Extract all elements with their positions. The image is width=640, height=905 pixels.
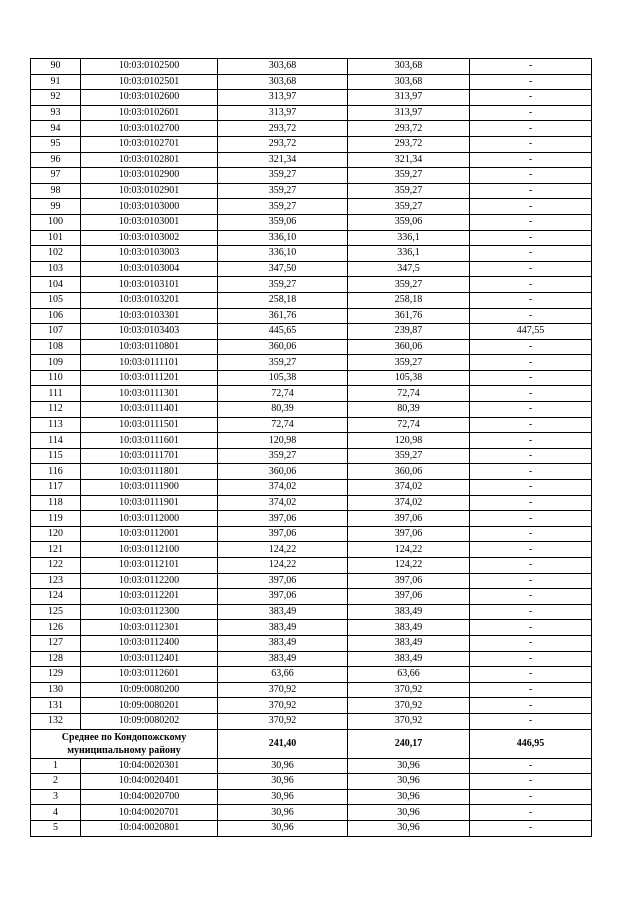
cadastral-number-cell: 10:03:0111601 (81, 433, 218, 449)
value-3-cell: - (470, 214, 592, 230)
cadastral-number-cell: 10:03:0112201 (81, 589, 218, 605)
table-body-top (31, 59, 592, 730)
row-number-cell: 92 (31, 90, 81, 106)
cadastral-value-table (30, 58, 592, 837)
value-3-cell: - (470, 573, 592, 589)
value-3-cell: - (470, 805, 592, 821)
value-1-cell: 360,06 (218, 339, 348, 355)
row-number-cell: 129 (31, 667, 81, 683)
value-2-cell: 359,27 (348, 355, 470, 371)
value-2-cell: 383,49 (348, 604, 470, 620)
value-1-cell: 360,06 (218, 464, 348, 480)
cadastral-number-cell: 10:03:0112400 (81, 635, 218, 651)
value-2-cell: 359,06 (348, 214, 470, 230)
value-2-cell: 360,06 (348, 339, 470, 355)
row-number-cell: 123 (31, 573, 81, 589)
cadastral-number-cell: 10:03:0111501 (81, 417, 218, 433)
row-number-cell: 105 (31, 292, 81, 308)
value-1-cell: 72,74 (218, 386, 348, 402)
table-row (31, 277, 592, 293)
value-1-cell: 370,92 (218, 682, 348, 698)
table-row (31, 230, 592, 246)
cadastral-number-cell: 10:03:0112101 (81, 558, 218, 574)
row-number-cell: 3 (31, 789, 81, 805)
value-1-cell: 359,27 (218, 277, 348, 293)
value-2-cell: 303,68 (348, 59, 470, 75)
value-1-cell: 30,96 (218, 774, 348, 790)
table-row (31, 820, 592, 836)
row-number-cell: 99 (31, 199, 81, 215)
value-3-cell: - (470, 59, 592, 75)
cadastral-number-cell: 10:03:0112100 (81, 542, 218, 558)
cadastral-number-cell: 10:09:0080202 (81, 713, 218, 729)
table-row (31, 698, 592, 714)
value-1-cell: 374,02 (218, 495, 348, 511)
value-2-cell: 80,39 (348, 402, 470, 418)
table-row (31, 651, 592, 667)
cadastral-number-cell: 10:03:0102500 (81, 59, 218, 75)
value-3-cell: - (470, 480, 592, 496)
value-1-cell: 359,27 (218, 199, 348, 215)
table-row (31, 789, 592, 805)
table-row (31, 495, 592, 511)
cadastral-number-cell: 10:03:0111101 (81, 355, 218, 371)
value-2-cell: 336,1 (348, 230, 470, 246)
value-3-cell: - (470, 261, 592, 277)
value-3-cell: - (470, 433, 592, 449)
summary-value-1: 241,40 (218, 729, 348, 758)
value-1-cell: 30,96 (218, 789, 348, 805)
value-3-cell: - (470, 651, 592, 667)
cadastral-number-cell: 10:03:0110801 (81, 339, 218, 355)
table-row (31, 292, 592, 308)
value-1-cell: 258,18 (218, 292, 348, 308)
table-row (31, 558, 592, 574)
value-1-cell: 397,06 (218, 573, 348, 589)
value-1-cell: 313,97 (218, 105, 348, 121)
table-row (31, 59, 592, 75)
value-3-cell: - (470, 713, 592, 729)
value-2-cell: 370,92 (348, 698, 470, 714)
row-number-cell: 113 (31, 417, 81, 433)
row-number-cell: 130 (31, 682, 81, 698)
value-3-cell: - (470, 417, 592, 433)
table-row (31, 74, 592, 90)
value-1-cell: 293,72 (218, 121, 348, 137)
value-1-cell: 361,76 (218, 308, 348, 324)
cadastral-number-cell: 10:03:0112001 (81, 526, 218, 542)
table-row (31, 805, 592, 821)
value-2-cell: 359,27 (348, 168, 470, 184)
value-1-cell: 293,72 (218, 136, 348, 152)
value-3-cell: - (470, 682, 592, 698)
value-1-cell: 383,49 (218, 620, 348, 636)
value-3-cell: - (470, 386, 592, 402)
value-2-cell: 303,68 (348, 74, 470, 90)
summary-row (31, 729, 592, 758)
value-3-cell: - (470, 820, 592, 836)
row-number-cell: 112 (31, 402, 81, 418)
value-3-cell: - (470, 789, 592, 805)
cadastral-number-cell: 10:03:0103301 (81, 308, 218, 324)
table-row (31, 774, 592, 790)
cadastral-number-cell: 10:03:0112000 (81, 511, 218, 527)
value-3-cell: - (470, 635, 592, 651)
value-2-cell: 359,27 (348, 277, 470, 293)
cadastral-number-cell: 10:03:0103002 (81, 230, 218, 246)
value-1-cell: 383,49 (218, 635, 348, 651)
cadastral-number-cell: 10:03:0112200 (81, 573, 218, 589)
value-1-cell: 370,92 (218, 698, 348, 714)
value-1-cell: 359,06 (218, 214, 348, 230)
value-3-cell: - (470, 168, 592, 184)
value-3-cell: - (470, 402, 592, 418)
value-2-cell: 397,06 (348, 511, 470, 527)
row-number-cell: 91 (31, 74, 81, 90)
table-row (31, 261, 592, 277)
value-3-cell: - (470, 246, 592, 262)
value-3-cell: - (470, 339, 592, 355)
value-2-cell: 124,22 (348, 542, 470, 558)
row-number-cell: 125 (31, 604, 81, 620)
row-number-cell: 117 (31, 480, 81, 496)
cadastral-number-cell: 10:03:0112401 (81, 651, 218, 667)
cadastral-number-cell: 10:03:0102501 (81, 74, 218, 90)
table-row (31, 324, 592, 340)
value-2-cell: 313,97 (348, 105, 470, 121)
value-2-cell: 370,92 (348, 682, 470, 698)
table-row (31, 573, 592, 589)
table-row (31, 308, 592, 324)
value-3-cell: - (470, 526, 592, 542)
value-2-cell: 397,06 (348, 573, 470, 589)
cadastral-number-cell: 10:03:0102801 (81, 152, 218, 168)
value-2-cell: 105,38 (348, 370, 470, 386)
table-row (31, 339, 592, 355)
summary-label: Среднее по Кондопожскому муниципальному району (31, 729, 218, 758)
value-1-cell: 397,06 (218, 589, 348, 605)
table-row (31, 214, 592, 230)
row-number-cell: 110 (31, 370, 81, 386)
table-row (31, 105, 592, 121)
value-2-cell: 359,27 (348, 199, 470, 215)
value-3-cell: - (470, 277, 592, 293)
table-row (31, 667, 592, 683)
cadastral-number-cell: 10:03:0102601 (81, 105, 218, 121)
value-1-cell: 383,49 (218, 604, 348, 620)
value-3-cell: - (470, 355, 592, 371)
value-3-cell: - (470, 370, 592, 386)
row-number-cell: 2 (31, 774, 81, 790)
value-2-cell: 30,96 (348, 805, 470, 821)
cadastral-number-cell: 10:03:0102901 (81, 183, 218, 199)
table-row (31, 604, 592, 620)
value-2-cell: 120,98 (348, 433, 470, 449)
row-number-cell: 1 (31, 758, 81, 774)
row-number-cell: 128 (31, 651, 81, 667)
value-2-cell: 258,18 (348, 292, 470, 308)
value-3-cell: - (470, 292, 592, 308)
cadastral-number-cell: 10:03:0103403 (81, 324, 218, 340)
value-1-cell: 397,06 (218, 526, 348, 542)
table-row (31, 136, 592, 152)
value-3-cell: - (470, 230, 592, 246)
cadastral-number-cell: 10:03:0103003 (81, 246, 218, 262)
value-1-cell: 445,65 (218, 324, 348, 340)
value-1-cell: 303,68 (218, 59, 348, 75)
cadastral-number-cell: 10:03:0102701 (81, 136, 218, 152)
row-number-cell: 98 (31, 183, 81, 199)
table-row (31, 758, 592, 774)
table-row (31, 464, 592, 480)
value-2-cell: 361,76 (348, 308, 470, 324)
cadastral-number-cell: 10:03:0103000 (81, 199, 218, 215)
cadastral-number-cell: 10:03:0111301 (81, 386, 218, 402)
value-2-cell: 397,06 (348, 589, 470, 605)
row-number-cell: 107 (31, 324, 81, 340)
value-1-cell: 120,98 (218, 433, 348, 449)
cadastral-number-cell: 10:09:0080201 (81, 698, 218, 714)
value-3-cell: - (470, 495, 592, 511)
row-number-cell: 106 (31, 308, 81, 324)
value-2-cell: 293,72 (348, 121, 470, 137)
row-number-cell: 108 (31, 339, 81, 355)
value-3-cell: - (470, 90, 592, 106)
row-number-cell: 102 (31, 246, 81, 262)
value-2-cell: 397,06 (348, 526, 470, 542)
value-2-cell: 336,1 (348, 246, 470, 262)
value-2-cell: 239,87 (348, 324, 470, 340)
value-2-cell: 293,72 (348, 136, 470, 152)
value-2-cell: 72,74 (348, 417, 470, 433)
cadastral-number-cell: 10:03:0111801 (81, 464, 218, 480)
cadastral-number-cell: 10:03:0102600 (81, 90, 218, 106)
row-number-cell: 95 (31, 136, 81, 152)
value-1-cell: 72,74 (218, 417, 348, 433)
value-1-cell: 321,34 (218, 152, 348, 168)
table-row (31, 542, 592, 558)
value-2-cell: 347,5 (348, 261, 470, 277)
row-number-cell: 132 (31, 713, 81, 729)
table-row (31, 199, 592, 215)
value-2-cell: 383,49 (348, 651, 470, 667)
value-3-cell: - (470, 152, 592, 168)
value-3-cell: - (470, 308, 592, 324)
cadastral-number-cell: 10:03:0102700 (81, 121, 218, 137)
row-number-cell: 111 (31, 386, 81, 402)
value-3-cell: - (470, 105, 592, 121)
value-1-cell: 347,50 (218, 261, 348, 277)
value-2-cell: 72,74 (348, 386, 470, 402)
value-1-cell: 30,96 (218, 805, 348, 821)
value-3-cell: 447,55 (470, 324, 592, 340)
cadastral-number-cell: 10:03:0111900 (81, 480, 218, 496)
value-1-cell: 313,97 (218, 90, 348, 106)
row-number-cell: 109 (31, 355, 81, 371)
summary-value-2: 240,17 (348, 729, 470, 758)
value-2-cell: 313,97 (348, 90, 470, 106)
row-number-cell: 124 (31, 589, 81, 605)
row-number-cell: 114 (31, 433, 81, 449)
value-2-cell: 360,06 (348, 464, 470, 480)
value-2-cell: 374,02 (348, 495, 470, 511)
value-2-cell: 383,49 (348, 635, 470, 651)
table-row (31, 635, 592, 651)
value-2-cell: 359,27 (348, 183, 470, 199)
value-1-cell: 336,10 (218, 230, 348, 246)
cadastral-number-cell: 10:04:0020801 (81, 820, 218, 836)
row-number-cell: 104 (31, 277, 81, 293)
value-1-cell: 374,02 (218, 480, 348, 496)
value-3-cell: - (470, 511, 592, 527)
value-2-cell: 370,92 (348, 713, 470, 729)
table-row (31, 620, 592, 636)
value-1-cell: 359,27 (218, 355, 348, 371)
cadastral-number-cell: 10:03:0103001 (81, 214, 218, 230)
cadastral-number-cell: 10:04:0020700 (81, 789, 218, 805)
table-row (31, 682, 592, 698)
row-number-cell: 101 (31, 230, 81, 246)
value-3-cell: - (470, 74, 592, 90)
value-1-cell: 63,66 (218, 667, 348, 683)
value-1-cell: 383,49 (218, 651, 348, 667)
table-row (31, 183, 592, 199)
table-body-bottom (31, 758, 592, 836)
value-1-cell: 105,38 (218, 370, 348, 386)
value-1-cell: 30,96 (218, 820, 348, 836)
cadastral-number-cell: 10:04:0020701 (81, 805, 218, 821)
row-number-cell: 131 (31, 698, 81, 714)
cadastral-number-cell: 10:09:0080200 (81, 682, 218, 698)
value-3-cell: - (470, 464, 592, 480)
table-row (31, 152, 592, 168)
value-1-cell: 397,06 (218, 511, 348, 527)
row-number-cell: 5 (31, 820, 81, 836)
row-number-cell: 93 (31, 105, 81, 121)
value-1-cell: 370,92 (218, 713, 348, 729)
cadastral-number-cell: 10:03:0111201 (81, 370, 218, 386)
row-number-cell: 127 (31, 635, 81, 651)
table-row (31, 168, 592, 184)
cadastral-number-cell: 10:03:0111901 (81, 495, 218, 511)
table-summary-section (31, 729, 592, 758)
value-1-cell: 124,22 (218, 558, 348, 574)
row-number-cell: 118 (31, 495, 81, 511)
cadastral-number-cell: 10:03:0102900 (81, 168, 218, 184)
row-number-cell: 115 (31, 448, 81, 464)
value-2-cell: 30,96 (348, 789, 470, 805)
table-row (31, 433, 592, 449)
value-1-cell: 30,96 (218, 758, 348, 774)
table-row (31, 370, 592, 386)
value-3-cell: - (470, 121, 592, 137)
table-row (31, 448, 592, 464)
value-2-cell: 124,22 (348, 558, 470, 574)
table-row (31, 713, 592, 729)
table-row (31, 355, 592, 371)
value-1-cell: 359,27 (218, 448, 348, 464)
value-3-cell: - (470, 448, 592, 464)
row-number-cell: 121 (31, 542, 81, 558)
value-3-cell: - (470, 698, 592, 714)
table-row (31, 526, 592, 542)
value-2-cell: 359,27 (348, 448, 470, 464)
row-number-cell: 100 (31, 214, 81, 230)
table-row (31, 402, 592, 418)
table-row (31, 511, 592, 527)
value-3-cell: - (470, 620, 592, 636)
value-2-cell: 383,49 (348, 620, 470, 636)
table-row (31, 417, 592, 433)
table-row (31, 90, 592, 106)
table-row (31, 480, 592, 496)
cadastral-number-cell: 10:04:0020301 (81, 758, 218, 774)
value-2-cell: 63,66 (348, 667, 470, 683)
row-number-cell: 4 (31, 805, 81, 821)
cadastral-number-cell: 10:03:0112300 (81, 604, 218, 620)
value-2-cell: 321,34 (348, 152, 470, 168)
table-row (31, 386, 592, 402)
value-3-cell: - (470, 667, 592, 683)
value-2-cell: 30,96 (348, 820, 470, 836)
row-number-cell: 122 (31, 558, 81, 574)
value-1-cell: 303,68 (218, 74, 348, 90)
value-3-cell: - (470, 558, 592, 574)
row-number-cell: 126 (31, 620, 81, 636)
value-3-cell: - (470, 199, 592, 215)
summary-value-3: 446,95 (470, 729, 592, 758)
value-1-cell: 80,39 (218, 402, 348, 418)
cadastral-number-cell: 10:03:0103004 (81, 261, 218, 277)
cadastral-number-cell: 10:03:0103201 (81, 292, 218, 308)
row-number-cell: 97 (31, 168, 81, 184)
value-1-cell: 359,27 (218, 168, 348, 184)
value-3-cell: - (470, 542, 592, 558)
value-3-cell: - (470, 589, 592, 605)
value-1-cell: 124,22 (218, 542, 348, 558)
cadastral-number-cell: 10:03:0112601 (81, 667, 218, 683)
cadastral-number-cell: 10:03:0111701 (81, 448, 218, 464)
row-number-cell: 96 (31, 152, 81, 168)
value-1-cell: 336,10 (218, 246, 348, 262)
cadastral-number-cell: 10:04:0020401 (81, 774, 218, 790)
row-number-cell: 90 (31, 59, 81, 75)
value-3-cell: - (470, 136, 592, 152)
value-3-cell: - (470, 774, 592, 790)
value-3-cell: - (470, 183, 592, 199)
cadastral-number-cell: 10:03:0112301 (81, 620, 218, 636)
row-number-cell: 119 (31, 511, 81, 527)
row-number-cell: 94 (31, 121, 81, 137)
row-number-cell: 120 (31, 526, 81, 542)
cadastral-number-cell: 10:03:0111401 (81, 402, 218, 418)
table-row (31, 121, 592, 137)
value-3-cell: - (470, 604, 592, 620)
value-3-cell: - (470, 758, 592, 774)
cadastral-number-cell: 10:03:0103101 (81, 277, 218, 293)
row-number-cell: 116 (31, 464, 81, 480)
value-1-cell: 359,27 (218, 183, 348, 199)
table-row (31, 589, 592, 605)
table-row (31, 246, 592, 262)
value-2-cell: 374,02 (348, 480, 470, 496)
value-2-cell: 30,96 (348, 774, 470, 790)
row-number-cell: 103 (31, 261, 81, 277)
value-2-cell: 30,96 (348, 758, 470, 774)
